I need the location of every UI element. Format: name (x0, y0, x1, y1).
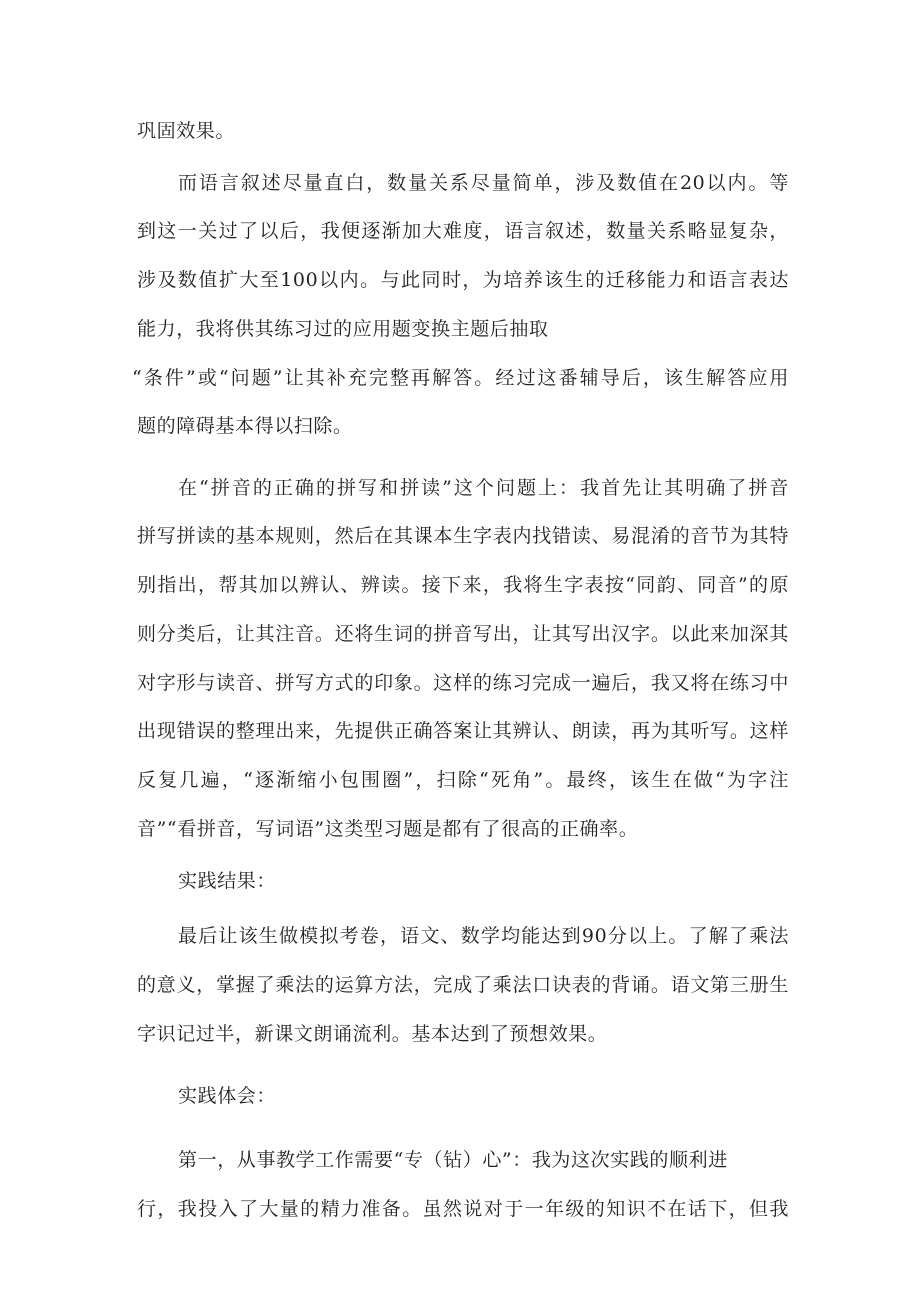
text-line: 反复几遍，“逐渐缩小包围圈”，扫除“死角”。最终，该生在做“为字注 (137, 769, 789, 791)
text-line: 的意义，掌握了乘法的运算方法，完成了乘法口诀表的背诵。语文第三册生 (137, 974, 789, 996)
text-line: 行，我投入了大量的精力准备。虽然说对于一年级的知识不在话下，但我 (137, 1198, 789, 1220)
text-line: 音”“看拼音，写词语”这类型习题是都有了很高的正确率。 (137, 818, 639, 840)
text-line: 出现错误的整理出来，先提供正确答案让其辨认、朗读，再为其听写。这样 (137, 720, 789, 742)
text-line: 字识记过半，新课文朗诵流利。基本达到了预想效果。 (137, 1023, 608, 1045)
text-line: 别指出，帮其加以辨认、辨读。接下来，我将生字表按“同韵、同音”的原 (137, 574, 789, 596)
text-line: 第一，从事教学工作需要“专（钻）心”：我为这次实践的顺利进 (178, 1149, 728, 1171)
text-line: “条件”或“问题”让其补充完整再解答。经过这番辅导后，该生解答应用 (132, 367, 789, 389)
text-line: 而语言叙述尽量直白，数量关系尽量简单，涉及数值在20以内。等 (178, 172, 789, 194)
section-heading: 实践结果： (178, 870, 277, 892)
text-line: 最后让该生做模拟考卷，语文、数学均能达到90分以上。了解了乘法 (178, 925, 789, 947)
text-line: 到这一关过了以后，我便逐渐加大难度，语言叙述，数量关系略显复杂， (137, 220, 789, 242)
text-line: 巩固效果。 (137, 120, 236, 142)
text-line: 对字形与读音、拼写方式的印象。这样的练习完成一遍后，我又将在练习中 (137, 672, 789, 694)
text-line: 拼写拼读的基本规则，然后在其课本生字表内找错读、易混淆的音节为其特 (137, 525, 789, 547)
text-line: 能力，我将供其练习过的应用题变换主题后抽取 (137, 318, 549, 340)
text-line: 题的障碍基本得以扫除。 (137, 415, 353, 437)
text-line: 则分类后，让其注音。还将生词的拼音写出，让其写出汉字。以此来加深其 (137, 623, 789, 645)
text-line: 涉及数值扩大至100以内。与此同时，为培养该生的迁移能力和语言表达 (137, 269, 789, 291)
section-heading: 实践体会： (178, 1085, 277, 1107)
text-line: 在“拼音的正确的拼写和拼读”这个问题上：我首先让其明确了拼音 (178, 477, 789, 499)
